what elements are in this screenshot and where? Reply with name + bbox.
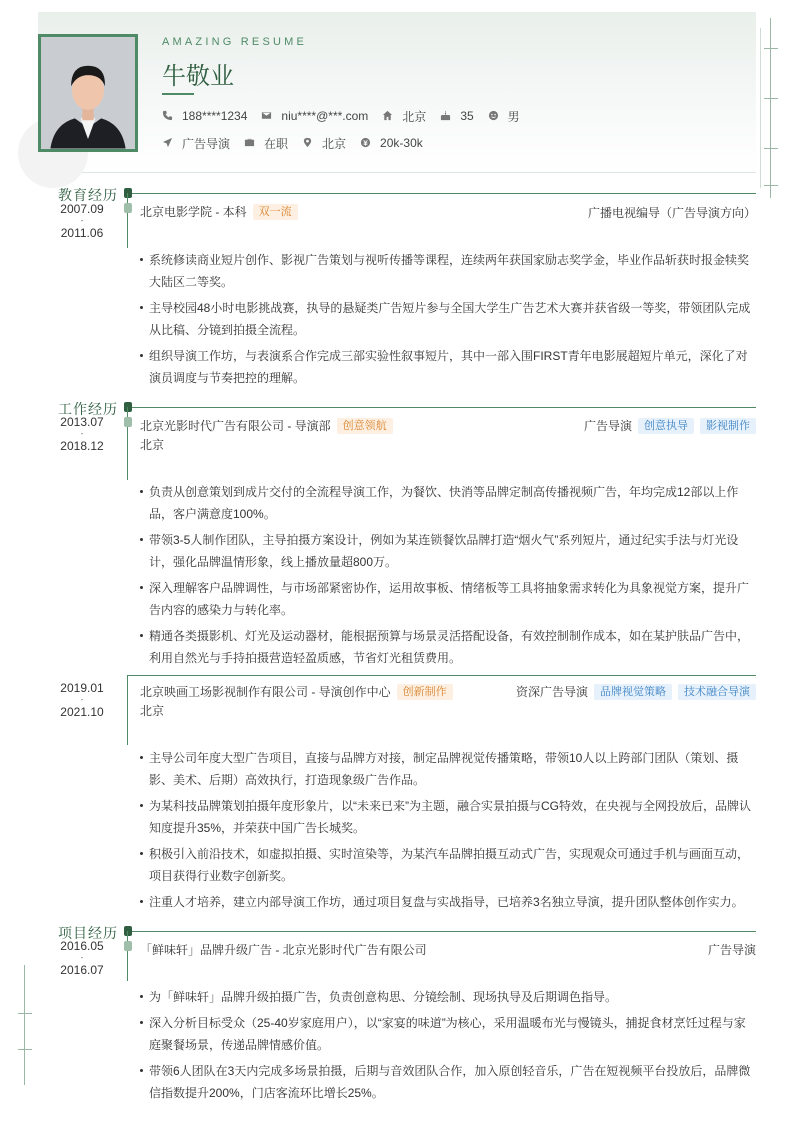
location-pin-icon [302, 137, 314, 149]
list-item: 主导公司年度大型广告项目，直接与品牌方对接，制定品牌视觉传播策略，带领10人以上跨部门团队（策划、摄影、美术、后期）高效执行，打造现象级广告作品。 [140, 747, 756, 791]
contact-email: niu****@***.com [261, 109, 368, 123]
list-item: 负责从创意策划到成片交付的全流程导演工作，为餐饮、快消等品牌定制高传播视频广告，年均完成12部以上作品，客户满意度100%。 [140, 481, 756, 525]
mail-icon [261, 110, 273, 122]
job-salary: 20k-30k [360, 136, 423, 150]
edu-major: 广播电视编导（广告导演方向） [587, 206, 756, 220]
work2-bullet-list [140, 747, 756, 917]
contact-residence: 北京 [382, 108, 426, 125]
section-marker [124, 926, 132, 936]
job-status: 在职 [244, 135, 288, 152]
decorative-tick [18, 1049, 32, 1050]
decorative-tick [18, 1013, 32, 1014]
name-underline [162, 93, 194, 95]
section-title-education: 教育经历 [58, 188, 118, 204]
project-role: 广告导演 [707, 943, 756, 957]
date-separator: - [80, 953, 84, 962]
project-end-date: 2016.07 [60, 963, 104, 977]
work1-city: 北京 [140, 438, 165, 452]
skill-tag: 创意执导 [638, 418, 694, 434]
work2-role: 资深广告导演 品牌视觉策略 技术融合导演 [516, 683, 756, 700]
work1-start-date: 2013.07 [60, 415, 104, 429]
project-name: 「鲜味轩」品牌升级广告 - 北京光影时代广告有限公司 [140, 943, 427, 957]
project-bullet-list [140, 986, 756, 1108]
edu-bullet-list [140, 249, 756, 393]
list-item: 注重人才培养，建立内部导演工作坊，通过项目复盘与实战指导，已培养3名独立导演，提升团队整体创作实力。 [140, 891, 756, 913]
phone-icon [162, 110, 174, 122]
contact-gender: 男 [488, 108, 520, 125]
edu-start-date: 2007.09 [60, 202, 104, 216]
home-icon [382, 110, 394, 122]
edu-end-date: 2011.06 [60, 226, 104, 240]
contact-row [162, 108, 534, 124]
list-item: 深入分析目标受众（25-40岁家庭用户），以“家宴的味道”为核心，采用温暖布光与慢镜头，捕捉食材烹饪过程与家庭聚餐场景，传递品牌情感价值。 [140, 1012, 756, 1056]
briefcase-icon [244, 137, 256, 149]
entry-marker [124, 941, 132, 951]
job-city: 北京 [302, 135, 346, 152]
skill-tag: 品牌视觉策略 [594, 684, 672, 700]
decorative-line-right-inner [760, 28, 761, 188]
profile-photo [38, 34, 138, 152]
work2-start-date: 2019.01 [60, 681, 104, 695]
skill-tag: 技术融合导演 [678, 684, 756, 700]
list-item: 系统修读商业短片创作、影视广告策划与视听传播等课程，连续两年获国家励志奖学金，毕业作品斩获时报金犊奖大陆区二等奖。 [140, 249, 756, 293]
school-tag: 双一流 [253, 204, 298, 220]
section-line [128, 193, 756, 194]
list-item: 组织导演工作坊，与表演系合作完成三部实验性叙事短片，其中一部入围FIRST青年电影展超短片单元，深化了对演员调度与节奏把控的理解。 [140, 345, 756, 389]
work2-end-date: 2021.10 [60, 705, 104, 719]
decorative-tick [764, 98, 778, 99]
date-separator: - [80, 216, 84, 225]
section-title-work: 工作经历 [58, 402, 118, 418]
timeline-line [127, 675, 128, 745]
job-position: 广告导演 [162, 135, 230, 152]
list-item: 为某科技品牌策划拍摄年度形象片，以“未来已来”为主题，融合实景拍摄与CG特效，在央视与全网投放后，品牌认知度提升35%，并荣获中国广告长城奖。 [140, 795, 756, 839]
skill-tag: 影视制作 [700, 418, 756, 434]
section-marker [124, 188, 132, 198]
section-line [128, 407, 756, 408]
section-title-projects: 项目经历 [58, 926, 118, 942]
decorative-line-right [770, 18, 771, 198]
header-divider [38, 172, 756, 173]
salary-icon [360, 137, 372, 149]
work1-end-date: 2018.12 [60, 439, 104, 453]
work1-company: 北京光影时代广告有限公司 - 导演部 创意领航 [140, 417, 393, 434]
date-separator: - [80, 429, 84, 438]
list-item: 主导校园48小时电影挑战赛，执导的悬疑类广告短片参与全国大学生广告艺术大赛并获省级一等奖，带领团队完成从比稿、分镜到拍摄全流程。 [140, 297, 756, 341]
timeline-line [127, 193, 128, 248]
work1-role: 广告导演 创意执导 影视制作 [584, 417, 756, 434]
decorative-tick [764, 48, 778, 49]
contact-age: 35 [440, 109, 473, 123]
person-portrait-icon [41, 37, 135, 149]
project-start-date: 2016.05 [60, 939, 104, 953]
list-item: 带领6人团队在3天内完成多场景拍摄，后期与音效团队合作，加入原创轻音乐，广告在短视频平台投放后，品牌微信指数提升200%，门店客流环比增长25%。 [140, 1060, 756, 1104]
job-intent-row [162, 135, 437, 151]
entry-marker [124, 203, 132, 213]
timeline-line [127, 931, 128, 981]
company-tag: 创新制作 [397, 684, 453, 700]
work2-city: 北京 [140, 704, 165, 718]
contact-phone: 188****1234 [162, 109, 247, 123]
resume-tagline: AMAZING RESUME [162, 36, 308, 48]
date-separator: - [80, 695, 84, 704]
gender-icon [488, 110, 500, 122]
entry-line [127, 675, 756, 676]
decorative-tick [764, 185, 778, 186]
list-item: 精通各类摄影机、灯光及运动器材，能根据预算与场景灵活搭配设备，有效控制制作成本，如在某护肤品广告中，利用自然光与手持拍摄营造轻盈质感，节省灯光租赁费用。 [140, 625, 756, 669]
section-marker [124, 402, 132, 412]
send-icon [162, 137, 174, 149]
list-item: 深入理解客户品牌调性，与市场部紧密协作，运用故事板、情绪板等工具将抽象需求转化为具象视觉方案，提升广告内容的感染力与转化率。 [140, 577, 756, 621]
list-item: 带领3-5人制作团队，主导拍摄方案设计，例如为某连锁餐饮品牌打造“烟火气”系列短片，通过纪实手法与灯光设计，强化品牌温情形象，线上播放量超800万。 [140, 529, 756, 573]
cake-icon [440, 110, 452, 122]
list-item: 积极引入前沿技术，如虚拟拍摄、实时渲染等，为某汽车品牌拍摄互动式广告，实现观众可通过手机与画面互动，项目获得行业数字创新奖。 [140, 843, 756, 887]
decorative-line-left [24, 965, 25, 1085]
company-tag: 创意领航 [337, 418, 393, 434]
decorative-tick [764, 148, 778, 149]
work2-company: 北京映画工场影视制作有限公司 - 导演创作中心 创新制作 [140, 683, 453, 700]
section-line [128, 931, 756, 932]
work1-bullet-list [140, 481, 756, 673]
entry-marker [124, 417, 132, 427]
edu-school: 北京电影学院 - 本科 双一流 [140, 203, 298, 220]
candidate-name: 牛敬业 [162, 62, 234, 90]
list-item: 为「鲜味轩」品牌升级拍摄广告，负责创意构思、分镜绘制、现场执导及后期调色指导。 [140, 986, 756, 1008]
